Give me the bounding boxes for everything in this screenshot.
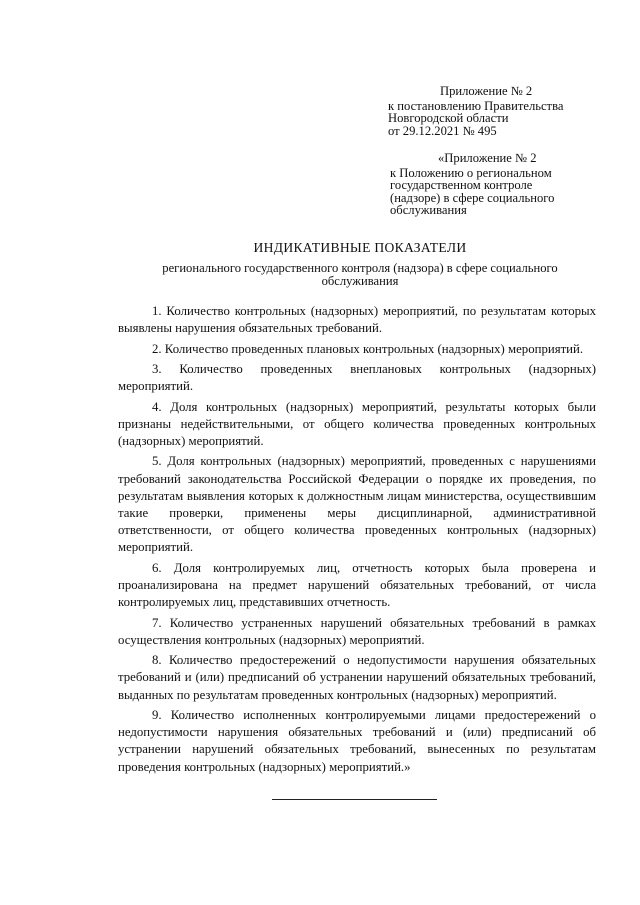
title-block	[110, 240, 610, 288]
appendix-line: от 29.12.2021 № 495	[388, 123, 497, 138]
subtitle-line: обслуживания	[321, 274, 399, 288]
indicator-item: 7. Количество устраненных нарушений обязательных требований в рамках осуществления контрольных (надзорных) мероприятий.	[118, 615, 596, 647]
quoted-appendix-line: государственном контроле	[390, 178, 533, 192]
indicator-list	[118, 303, 596, 779]
document-subtitle	[110, 262, 610, 288]
quoted-appendix-title: «Приложение № 2	[438, 151, 537, 165]
indicator-item: 6. Доля контролируемых лиц, отчетность которых была проверена и проанализирована на предмет нарушений обязательных требований, от числа контролируемых лиц, представивших отчетность.	[118, 560, 596, 610]
quoted-appendix-header	[390, 152, 554, 217]
appendix-line: к постановлению Правительства	[388, 98, 564, 113]
quoted-appendix-line: к Положению о региональном	[390, 165, 552, 180]
appendix-line: Новгородской области	[388, 111, 509, 125]
quoted-appendix-line: обслуживания	[390, 203, 467, 217]
indicator-item: 5. Доля контрольных (надзорных) мероприятий, проведенных с нарушениями требований законодательства Российской Федерации о порядке их проведения, по результатам выявления которых к должностным лицам министерства, осуществившим такие проверки, применены меры дисциплинарной, административной ответственности, от общего количества проведенных контрольных (надзорных) мероприятий.	[118, 454, 596, 555]
indicator-item: 4. Доля контрольных (надзорных) мероприятий, результаты которых были признаны недействительными, от общего количества проведенных контрольных (надзорных) мероприятий.	[118, 399, 596, 448]
closing-divider	[272, 799, 437, 800]
appendix-title: Приложение № 2	[440, 84, 533, 98]
indicator-item: 2. Количество проведенных плановых контрольных (надзорных) мероприятий.	[152, 341, 584, 356]
quoted-appendix-line: (надзоре) в сфере социального	[390, 190, 555, 205]
subtitle-line: регионального государственного контроля (надзора) в сфере социального	[162, 261, 558, 275]
indicator-item: 1. Количество контрольных (надзорных) мероприятий, по результатам которых выявлены нарушения обязательных требований.	[118, 304, 596, 336]
indicator-item: 3. Количество проведенных внеплановых контрольных (надзорных) мероприятий.	[118, 361, 596, 394]
indicator-item: 9. Количество исполненных контролируемыми лицами предостережений о недопустимости нарушения обязательных требований и (или) предписаний об устранении нарушений обязательных требований, вынесенных по результатам проведения контрольных (надзорных) мероприятий.»	[118, 707, 596, 774]
document-title: ИНДИКАТИВНЫЕ ПОКАЗАТЕЛИ	[253, 240, 467, 255]
indicator-item: 8. Количество предостережений о недопустимости нарушения обязательных требований и (или) предписаний об устранении нарушений обязательных требований, выданных по результатам проведенных контрольных (надзорных) мероприятий.	[118, 653, 596, 702]
appendix-header	[388, 85, 563, 137]
